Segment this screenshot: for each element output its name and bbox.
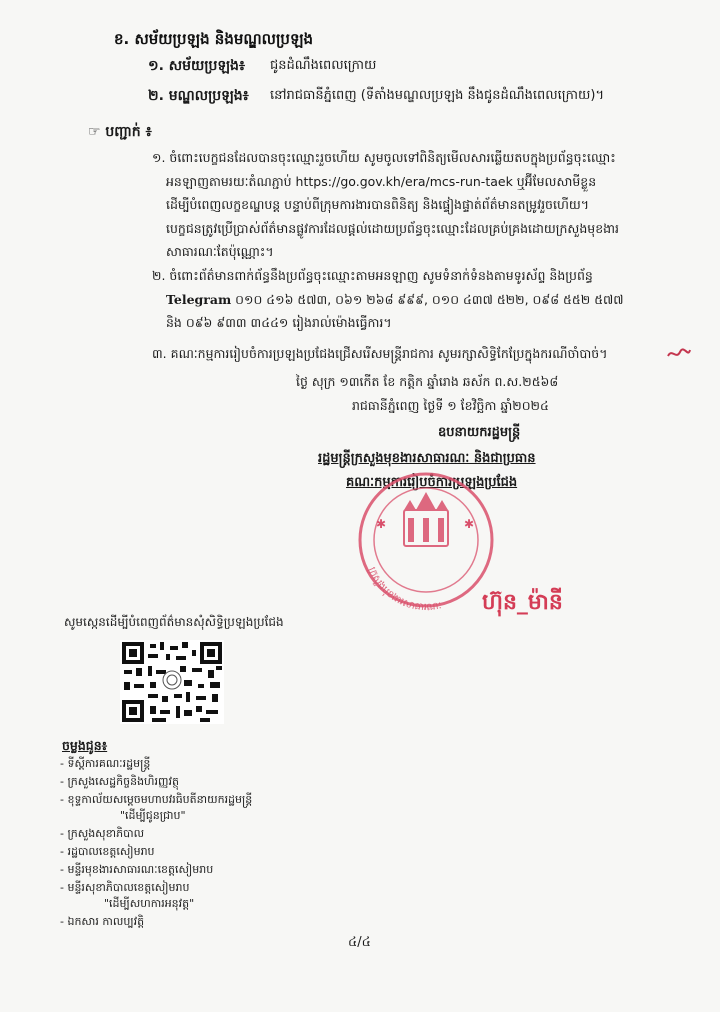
signer-title-1: ឧបនាយករដ្ឋមន្ត្រី <box>438 425 521 440</box>
cc-heading: ចម្លងជូន៖ <box>62 738 108 753</box>
cc-item: - ក្រសួងសុខាភិបាល <box>60 827 145 840</box>
notes-heading: ☞ បញ្ជាក់ ៖ <box>88 124 152 140</box>
note-2-line: ២. ចំពោះព័ត៌មានពាក់ព័ន្ធនឹងប្រព័ន្ធចុះឈ្មោះតាមអនឡាញ សូមទំនាក់ទំនងតាមទូរស័ព្ទ និងប្រព័ន្ធ <box>152 268 593 283</box>
svg-text:✱: ✱ <box>376 517 387 531</box>
session-label: ១. សម័យប្រឡង៖ <box>148 58 246 74</box>
cc-item: - មន្ទីរមុខងារសាធារណៈខេត្តសៀមរាប <box>60 863 214 876</box>
note-paragraph-3 <box>152 342 607 366</box>
phone-numbers: ០១០ ៤១៦ ៥៧៣, ០៦១ ២៦៨ ៩៩៩, ០១០ ៤៣៧ ៥២២, ០៩៨ ៥៥២ ៥៧៧ <box>231 291 624 307</box>
note-paragraph-2 <box>152 264 624 335</box>
note-3-line: ៣. គណៈកម្មការរៀបចំការប្រឡងប្រជែងជ្រើសរើសមន្ត្រីរាជការ សូមរក្សាសិទ្ធិកែប្រែក្នុងករណីចាំបាច់។ <box>152 346 608 361</box>
cc-item-note: "ដើម្បីសហការអនុវត្ត" <box>104 897 195 910</box>
note-1-line: ដើម្បីបំពេញលក្ខខណ្ឌបន្ត បន្ទាប់ពីក្រុមការងារបានពិនិត្យ និងផ្ទៀងផ្ទាត់ព័ត៌មានតម្រូវរួចហើយ។ <box>166 197 589 212</box>
note-paragraph-1 <box>152 146 619 264</box>
session-value: ជូនដំណឹងពេលក្រោយ <box>270 58 377 73</box>
cc-item: - រដ្ឋបាលខេត្តសៀមរាប <box>60 845 155 858</box>
signature: ហ៊ុន_ម៉ានី <box>482 590 563 615</box>
svg-text:ក្រសួងមុខងារសាធារណៈ <box>366 566 442 614</box>
center-value: នៅរាជធានីភ្នំពេញ (ទីតាំងមណ្ឌលប្រឡង នឹងជូនដំណឹងពេលក្រោយ)។ <box>270 88 605 103</box>
qr-caption: សូមស្កេនដើម្បីបំពេញព័ត៌មានសុំសិទ្ធិប្រឡងប្រជែង <box>64 615 284 629</box>
lunar-date: ថ្ងៃ សុក្រ ១៣កើត ខែ កត្តិក ឆ្នាំរោង ឆស័ក ព.ស.២៥៦៨ <box>296 374 559 389</box>
qr-code[interactable] <box>120 640 224 724</box>
cc-item: - ខុទ្ទកាល័យសម្ដេចមហាបវរធិបតីនាយករដ្ឋមន្ត្រី <box>60 793 253 806</box>
note-1-line: សាធារណៈតែប៉ុណ្ណោះ។ <box>166 244 274 259</box>
note-1-line: ១. ចំពោះបេក្ខជនដែលបានចុះឈ្មោះរួចហើយ សូមចូលទៅពិនិត្យមើលសារឆ្លើយតបក្នុងប្រព័ន្ធចុះឈ្មោះ <box>152 150 616 165</box>
initial-mark <box>666 346 692 362</box>
note-1-line[interactable]: អនឡាញតាមរយៈតំណភ្ជាប់ https://go.gov.kh/era/mcs-run-taek ឬអ៊ីមែលសាមីខ្លួន <box>166 173 597 189</box>
section-heading: ខ. សម័យប្រឡង និងមណ្ឌលប្រឡង <box>114 30 314 48</box>
center-label: ២. មណ្ឌលប្រឡង៖ <box>148 88 249 104</box>
cc-item: - ទីស្ដីការគណៈរដ្ឋមន្ត្រី <box>60 757 151 770</box>
solar-date: រាជធានីភ្នំពេញ ថ្ងៃទី ១ ខែវិច្ឆិកា ឆ្នាំ២០២៤ <box>352 398 549 413</box>
note-2-phones <box>152 288 624 312</box>
telegram-label: Telegram <box>166 291 232 307</box>
signer-title-3: គណៈកម្មការរៀបចំការប្រឡងប្រជែង <box>346 475 518 490</box>
svg-text:✱: ✱ <box>464 517 475 531</box>
cc-item: - ក្រសួងសេដ្ឋកិច្ចនិងហិរញ្ញវត្ថុ <box>60 775 179 788</box>
cc-item: - ឯកសារ កាលប្បវត្តិ <box>60 915 145 928</box>
page-number: ៤/៤ <box>348 935 371 950</box>
note-2-line: និង ០៩៦ ៩៣៣ ៣៤៤១ រៀងរាល់ម៉ោងធ្វើការ។ <box>166 315 392 330</box>
signer-title-2: រដ្ឋមន្ត្រីក្រសួងមុខងារសាធារណៈ និងជាប្រធាន <box>318 451 536 466</box>
cc-item: - មន្ទីរសុខាភិបាលខេត្តសៀមរាប <box>60 881 190 894</box>
note-1-line: បេក្ខជនត្រូវប្រើប្រាស់ព័ត៌មានផ្លូវការដែលផ្ដល់ដោយប្រព័ន្ធចុះឈ្មោះដែលគ្រប់គ្រងដោយក្រសួងមុខងារ <box>166 220 620 236</box>
cc-item-note: "ដើម្បីជូនជ្រាប" <box>120 809 186 822</box>
stamp-ring-text: ក្រសួងមុខងារសាធារណៈ <box>365 565 443 614</box>
